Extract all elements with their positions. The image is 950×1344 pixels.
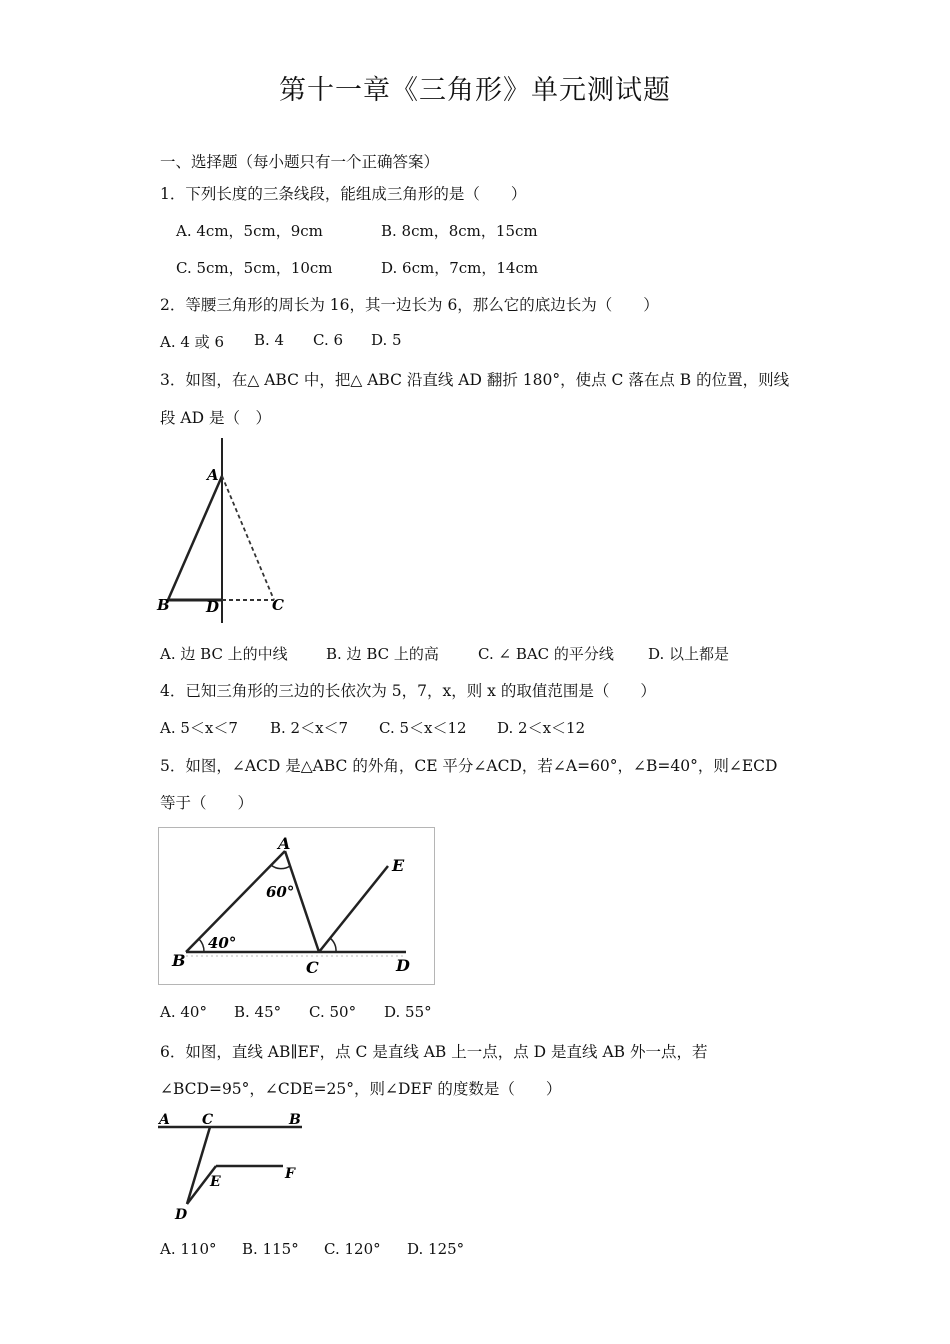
- q5-option-c[interactable]: C. 50°: [309, 1003, 357, 1021]
- q2-option-a[interactable]: A. 4 或 6: [160, 333, 224, 351]
- q5-option-d[interactable]: D. 55°: [384, 1003, 432, 1021]
- q6-option-a[interactable]: A. 110°: [160, 1240, 217, 1258]
- q3-label-b: B: [157, 596, 170, 614]
- q6-stem-line1: 6．如图，直线 AB∥EF，点 C 是直线 AB 上一点，点 D 是直线 AB 外一点，若: [160, 1043, 708, 1061]
- q3-stem-line2: 段 AD 是（ ）: [160, 409, 271, 427]
- q4-stem: 4．已知三角形的三边的长依次为 5，7，x，则 x 的取值范围是（ ）: [160, 682, 656, 700]
- q3-label-d: D: [206, 598, 220, 616]
- q6-figure: [155, 1108, 305, 1223]
- q5-label-c: C: [306, 958, 319, 977]
- q3-option-c[interactable]: C. ∠ BAC 的平分线: [478, 645, 614, 663]
- q5-label-e: E: [392, 856, 405, 875]
- q6-option-d[interactable]: D. 125°: [407, 1240, 465, 1258]
- q5-figure: [158, 827, 435, 985]
- q6-option-c[interactable]: C. 120°: [324, 1240, 381, 1258]
- q6-label-d: D: [175, 1207, 188, 1223]
- q3-figure: [150, 438, 300, 623]
- q5-angle-b-label: 40°: [208, 934, 237, 952]
- q6-label-a: A: [159, 1112, 170, 1128]
- q5-label-d: D: [396, 956, 410, 975]
- page-title: 第十一章《三角形》单元测试题: [279, 75, 671, 106]
- q4-option-a[interactable]: A. 5＜x＜7: [160, 719, 238, 737]
- q4-option-d[interactable]: D. 2＜x＜12: [497, 719, 586, 737]
- q3-option-d[interactable]: D. 以上都是: [648, 645, 730, 663]
- q3-label-c: C: [272, 596, 284, 614]
- q5-option-a[interactable]: A. 40°: [160, 1003, 207, 1021]
- q6-label-c: C: [202, 1112, 214, 1128]
- q5-label-a: A: [278, 834, 291, 853]
- q2-option-b[interactable]: B. 4: [254, 331, 285, 349]
- q3-option-b[interactable]: B. 边 BC 上的高: [326, 645, 439, 663]
- q5-stem-line2: 等于（ ）: [160, 794, 254, 812]
- q4-option-b[interactable]: B. 2＜x＜7: [270, 719, 349, 737]
- q3-label-a: A: [207, 466, 219, 484]
- q2-option-d[interactable]: D. 5: [371, 331, 402, 349]
- q6-option-b[interactable]: B. 115°: [242, 1240, 299, 1258]
- q3-side-ab: [168, 476, 222, 600]
- q6-segment-cd: [187, 1127, 210, 1204]
- section-heading: 一、选择题（每小题只有一个正确答案）: [160, 153, 440, 171]
- q1-option-b[interactable]: B. 8cm，8cm，15cm: [381, 222, 538, 240]
- q6-label-b: B: [289, 1112, 301, 1128]
- q3-option-a[interactable]: A. 边 BC 上的中线: [160, 645, 288, 663]
- q1-option-c[interactable]: C. 5cm，5cm，10cm: [176, 259, 333, 277]
- q5-option-b[interactable]: B. 45°: [234, 1003, 282, 1021]
- q6-label-e: E: [210, 1174, 221, 1190]
- q6-stem-line2: ∠BCD=95°，∠CDE=25°，则∠DEF 的度数是（ ）: [160, 1080, 562, 1098]
- q1-option-d[interactable]: D. 6cm，7cm，14cm: [381, 259, 539, 277]
- q1-option-a[interactable]: A. 4cm，5cm，9cm: [176, 222, 323, 240]
- q1-stem: 1．下列长度的三条线段，能组成三角形的是（ ）: [160, 185, 527, 203]
- q5-figure-frame: [159, 828, 435, 985]
- q3-side-ac: [222, 476, 274, 600]
- q5-angle-a-label: 60°: [266, 883, 295, 901]
- q5-label-b: B: [172, 951, 186, 970]
- q2-option-c[interactable]: C. 6: [313, 331, 344, 349]
- q6-label-f: F: [285, 1166, 295, 1182]
- q3-stem-line1: 3．如图，在△ ABC 中，把△ ABC 沿直线 AD 翻折 180°，使点 C 落在点 B 的位置，则线: [160, 371, 790, 389]
- q2-stem: 2．等腰三角形的周长为 16，其一边长为 6，那么它的底边长为（ ）: [160, 296, 659, 314]
- q5-stem-line1: 5．如图，∠ACD 是△ABC 的外角，CE 平分∠ACD，若∠A=60°，∠B=40°，则∠ECD: [160, 757, 778, 775]
- q4-option-c[interactable]: C. 5＜x＜12: [379, 719, 467, 737]
